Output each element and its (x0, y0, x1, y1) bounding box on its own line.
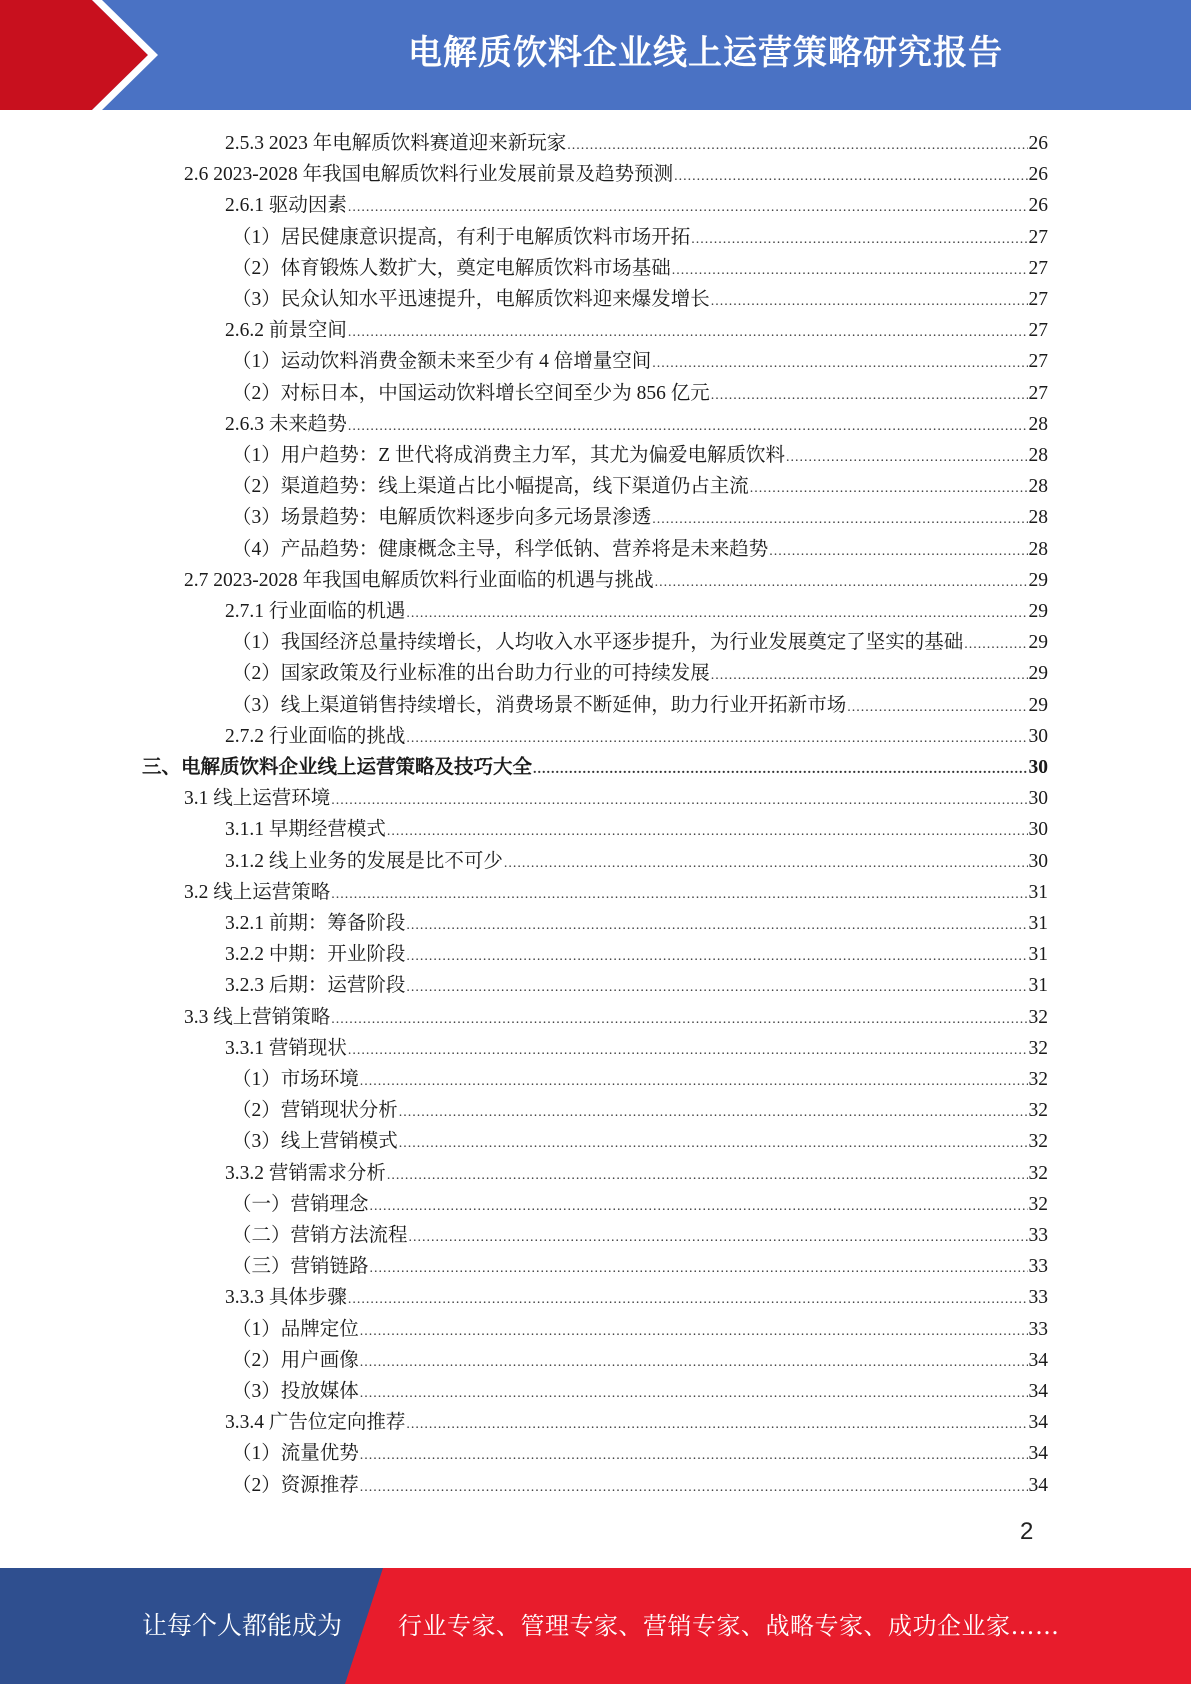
toc-entry-page: 32 (1028, 1162, 1048, 1184)
toc-entry-title: （1）居民健康意识提高，有利于电解质饮料市场开拓 (232, 226, 691, 248)
toc-entry-page: 27 (1028, 257, 1048, 279)
toc-entry[interactable] (232, 1251, 1048, 1282)
report-title: 电解质饮料企业线上运营策略研究报告 (408, 33, 1003, 73)
toc-dot-leader (360, 1440, 1028, 1471)
toc-dot-leader (406, 723, 1027, 754)
toc-entry-page: 33 (1028, 1256, 1048, 1278)
toc-dot-leader (370, 1191, 1028, 1222)
toc-entry-title: （1）流量优势 (232, 1443, 359, 1465)
toc-entry[interactable] (232, 534, 1048, 565)
toc-entry[interactable] (225, 409, 1048, 440)
toc-dot-leader (331, 879, 1027, 910)
toc-dot-leader (387, 816, 1028, 847)
toc-entry[interactable] (232, 346, 1048, 377)
toc-entry-page: 29 (1028, 569, 1048, 591)
toc-entry[interactable] (232, 1376, 1048, 1407)
toc-entry-page: 29 (1028, 694, 1048, 716)
toc-dot-leader (533, 754, 1027, 785)
toc-dot-leader (348, 411, 1028, 442)
toc-dot-leader (370, 1253, 1028, 1284)
toc-dot-leader (331, 785, 1027, 816)
toc-dot-leader (567, 130, 1027, 161)
toc-entry[interactable] (225, 596, 1048, 627)
toc-entry-title: （1）我国经济总量持续增长，人均收入水平逐步提升，为行业发展奠定了坚实的基础 (232, 632, 964, 654)
toc-entry[interactable] (184, 783, 1048, 814)
toc-dot-leader (409, 1222, 1028, 1253)
toc-entry[interactable] (225, 1282, 1048, 1313)
toc-dot-leader (652, 504, 1027, 535)
toc-entry[interactable] (225, 970, 1048, 1001)
footer-slogan-left: 让每个人都能成为 (142, 1611, 343, 1640)
toc-entry-page: 30 (1028, 819, 1048, 841)
toc-entry[interactable] (225, 315, 1048, 346)
toc-entry-page: 32 (1028, 1193, 1048, 1215)
toc-entry-page: 33 (1028, 1318, 1048, 1340)
toc-dot-leader (847, 692, 1027, 723)
toc-dot-leader (786, 442, 1027, 473)
toc-entry-title: 3.3 线上营销策略 (184, 1006, 331, 1028)
toc-entry-title: 3.2.3 后期：运营阶段 (225, 975, 406, 997)
toc-entry-title: （三）营销链路 (232, 1256, 369, 1278)
toc-entry[interactable] (225, 1407, 1048, 1438)
toc-entry-page: 26 (1028, 195, 1048, 217)
toc-entry-page: 31 (1028, 881, 1048, 903)
toc-entry-title: 3.1.1 早期经营模式 (225, 819, 386, 841)
toc-entry-title: （1）运动饮料消费金额未来至少有 4 倍增量空间 (232, 351, 652, 373)
toc-entry[interactable] (225, 939, 1048, 970)
toc-entry[interactable] (225, 814, 1048, 845)
toc-dot-leader (504, 848, 1028, 879)
toc-entry[interactable] (184, 877, 1048, 908)
toc-entry[interactable] (232, 284, 1048, 315)
toc-entry-page: 28 (1028, 507, 1048, 529)
toc-entry-title: （2）对标日本，中国运动饮料增长空间至少为 856 亿元 (232, 382, 710, 404)
toc-entry-page: 33 (1028, 1225, 1048, 1246)
toc-entry-title: 3.2 线上运营策略 (184, 881, 331, 903)
toc-entry[interactable] (225, 190, 1048, 221)
toc-entry-title: （一）营销理念 (232, 1193, 369, 1215)
toc-entry[interactable] (232, 1126, 1048, 1157)
toc-entry[interactable] (232, 1064, 1048, 1095)
page-number: 2 (1020, 1518, 1034, 1545)
toc-dot-leader (399, 1097, 1028, 1128)
toc-dot-leader (348, 317, 1028, 348)
toc-entry[interactable] (232, 690, 1048, 721)
toc-entry-title: 3.3.2 营销需求分析 (225, 1162, 386, 1184)
toc-dot-leader (406, 598, 1027, 629)
toc-entry-title: 2.6.3 未来趋势 (225, 413, 347, 435)
toc-entry-title: （1）用户趋势：Z 世代将成消费主力军，其尤为偏爱电解质饮料 (232, 445, 786, 466)
toc-entry[interactable] (232, 1095, 1048, 1126)
toc-dot-leader (655, 567, 1028, 598)
toc-dot-leader (406, 1409, 1027, 1440)
toc-entry-title: 3.3.3 具体步骤 (225, 1287, 347, 1309)
toc-dot-leader (360, 1316, 1028, 1347)
toc-entry-page: 30 (1028, 757, 1048, 778)
toc-entry-page: 26 (1028, 164, 1048, 186)
toc-dot-leader (406, 941, 1027, 972)
toc-entry-page: 34 (1028, 1349, 1048, 1371)
toc-dot-leader (360, 1472, 1028, 1503)
toc-entry[interactable] (232, 440, 1048, 471)
toc-entry-title: 2.7 2023-2028 年我国电解质饮料行业面临的机遇与挑战 (184, 569, 654, 591)
toc-entry-page: 32 (1028, 1006, 1048, 1028)
toc-dot-leader (348, 1284, 1028, 1315)
toc-entry-page: 29 (1028, 663, 1048, 685)
toc-dot-leader (360, 1347, 1028, 1378)
toc-entry[interactable] (232, 502, 1048, 533)
toc-entry-title: （2）渠道趋势：线上渠道占比小幅提高，线下渠道仍占主流 (232, 476, 749, 498)
toc-entry-title: （1）品牌定位 (232, 1318, 359, 1340)
toc-entry-page: 30 (1028, 788, 1048, 810)
toc-entry[interactable] (225, 1033, 1048, 1064)
toc-entry[interactable] (142, 752, 1048, 783)
toc-entry[interactable] (232, 1314, 1048, 1345)
toc-entry[interactable] (232, 378, 1048, 409)
toc-entry-page: 28 (1028, 476, 1048, 498)
toc-entry[interactable] (232, 471, 1048, 502)
toc-entry[interactable] (232, 1345, 1048, 1376)
toc-entry-page: 32 (1028, 1131, 1048, 1153)
toc-dot-leader (406, 972, 1027, 1003)
toc-dot-leader (399, 1128, 1028, 1159)
toc-entry-page: 32 (1028, 1037, 1048, 1059)
header-red-arrow (0, 0, 150, 110)
toc-entry-title: 2.5.3 2023 年电解质饮料赛道迎来新玩家 (225, 133, 567, 154)
toc-dot-leader (406, 910, 1027, 941)
toc-dot-leader (711, 660, 1028, 691)
toc-dot-leader (691, 224, 1027, 255)
toc-entry-title: 2.6 2023-2028 年我国电解质饮料行业发展前景及趋势预测 (184, 164, 674, 186)
toc-dot-leader (672, 255, 1028, 286)
toc-entry-page: 34 (1028, 1381, 1048, 1402)
toc-entry-title: （1）市场环境 (232, 1069, 359, 1090)
toc-entry[interactable] (225, 1158, 1048, 1189)
toc-entry[interactable] (225, 721, 1048, 752)
toc-entry-title: （3）线上营销模式 (232, 1131, 398, 1153)
footer-slogan-right: 行业专家、管理专家、营销专家、战略专家、成功企业家…… (398, 1612, 1060, 1640)
toc-entry-title: 3.3.1 营销现状 (225, 1037, 347, 1059)
toc-entry[interactable] (232, 1470, 1048, 1501)
toc-entry-page: 31 (1028, 975, 1048, 997)
toc-entry-page: 27 (1028, 382, 1048, 404)
toc-entry-title: 3.2.1 前期：筹备阶段 (225, 913, 406, 934)
toc-dot-leader (750, 473, 1028, 504)
toc-entry-title: （3）线上渠道销售持续增长，消费场景不断延伸，助力行业开拓新市场 (232, 694, 847, 716)
toc-entry[interactable] (232, 1220, 1048, 1251)
toc-entry-page: 27 (1028, 320, 1048, 342)
toc-dot-leader (964, 629, 1027, 660)
toc-entry[interactable] (184, 1002, 1048, 1033)
toc-dot-leader (711, 286, 1028, 317)
toc-entry-title: （2）资源推荐 (232, 1474, 359, 1496)
toc-entry-page: 28 (1028, 445, 1048, 466)
toc-entry-title: （3）投放媒体 (232, 1381, 359, 1402)
toc-entry-page: 27 (1028, 289, 1048, 310)
toc-entry-title: 三、电解质饮料企业线上运营策略及技巧大全 (142, 757, 533, 778)
toc-entry-title: 2.7.2 行业面临的挑战 (225, 725, 406, 747)
toc-entry[interactable] (232, 627, 1048, 658)
toc-entry-page: 27 (1028, 226, 1048, 248)
toc-entry-page: 32 (1028, 1069, 1048, 1090)
toc-dot-leader (652, 348, 1027, 379)
toc-entry-title: （2）营销现状分析 (232, 1100, 398, 1122)
toc-entry-title: （4）产品趋势：健康概念主导，科学低钠、营养将是未来趋势 (232, 538, 769, 560)
toc-entry-page: 29 (1028, 601, 1048, 622)
toc-entry-page: 34 (1028, 1412, 1048, 1434)
toc-dot-leader (360, 1378, 1028, 1409)
toc-entry[interactable] (232, 253, 1048, 284)
toc-dot-leader (331, 1004, 1027, 1035)
toc-entry[interactable] (232, 1438, 1048, 1469)
toc-entry-title: 2.6.1 驱动因素 (225, 195, 347, 217)
toc-dot-leader (769, 536, 1027, 567)
toc-entry[interactable] (184, 159, 1048, 190)
toc-entry-page: 31 (1028, 913, 1048, 934)
toc-entry-page: 29 (1028, 632, 1048, 654)
toc-entry[interactable] (232, 222, 1048, 253)
toc-entry-page: 33 (1028, 1287, 1048, 1309)
toc-entry-title: 2.6.2 前景空间 (225, 320, 347, 342)
toc-entry-page: 34 (1028, 1443, 1048, 1465)
toc-entry-title: 3.2.2 中期：开业阶段 (225, 944, 406, 966)
toc-entry-page: 32 (1028, 1100, 1048, 1122)
toc-entry-title: （二）营销方法流程 (232, 1225, 408, 1246)
toc-entry-page: 27 (1028, 351, 1048, 373)
header-banner (0, 0, 1191, 110)
toc-entry-title: 2.7.1 行业面临的机遇 (225, 601, 406, 622)
toc-entry-page: 28 (1028, 538, 1048, 560)
toc-entry-title: （3）场景趋势：电解质饮料逐步向多元场景渗透 (232, 507, 652, 529)
toc-entry-title: 3.3.4 广告位定向推荐 (225, 1412, 406, 1434)
toc-dot-leader (711, 380, 1028, 411)
toc-dot-leader (348, 192, 1028, 223)
toc-entry-page: 26 (1028, 133, 1048, 154)
toc-entry-title: （2）用户画像 (232, 1349, 359, 1371)
toc-entry-title: （2）体育锻炼人数扩大，奠定电解质饮料市场基础 (232, 257, 671, 279)
toc-dot-leader (387, 1160, 1028, 1191)
toc-dot-leader (348, 1035, 1028, 1066)
toc-entry[interactable] (225, 128, 1048, 159)
toc-entry-title: 3.1 线上运营环境 (184, 788, 331, 810)
toc-entry[interactable] (232, 1189, 1048, 1220)
toc-entry[interactable] (225, 908, 1048, 939)
toc-entry[interactable] (184, 565, 1048, 596)
toc-entry-page: 31 (1028, 944, 1048, 966)
toc-dot-leader (360, 1066, 1028, 1097)
toc-entry[interactable] (232, 658, 1048, 689)
toc-entry-page: 28 (1028, 413, 1048, 435)
toc-entry[interactable] (225, 846, 1048, 877)
toc-dot-leader (674, 161, 1027, 192)
toc-entry-title: 3.1.2 线上业务的发展是比不可少 (225, 850, 503, 872)
footer-banner (0, 1568, 1191, 1684)
toc-entry-title: （3）民众认知水平迅速提升，电解质饮料迎来爆发增长 (232, 289, 710, 310)
toc-entry-page: 34 (1028, 1474, 1048, 1496)
toc-entry-title: （2）国家政策及行业标准的出台助力行业的可持续发展 (232, 663, 710, 685)
toc-entry-page: 30 (1028, 850, 1048, 872)
toc-entry-page: 30 (1028, 725, 1048, 747)
